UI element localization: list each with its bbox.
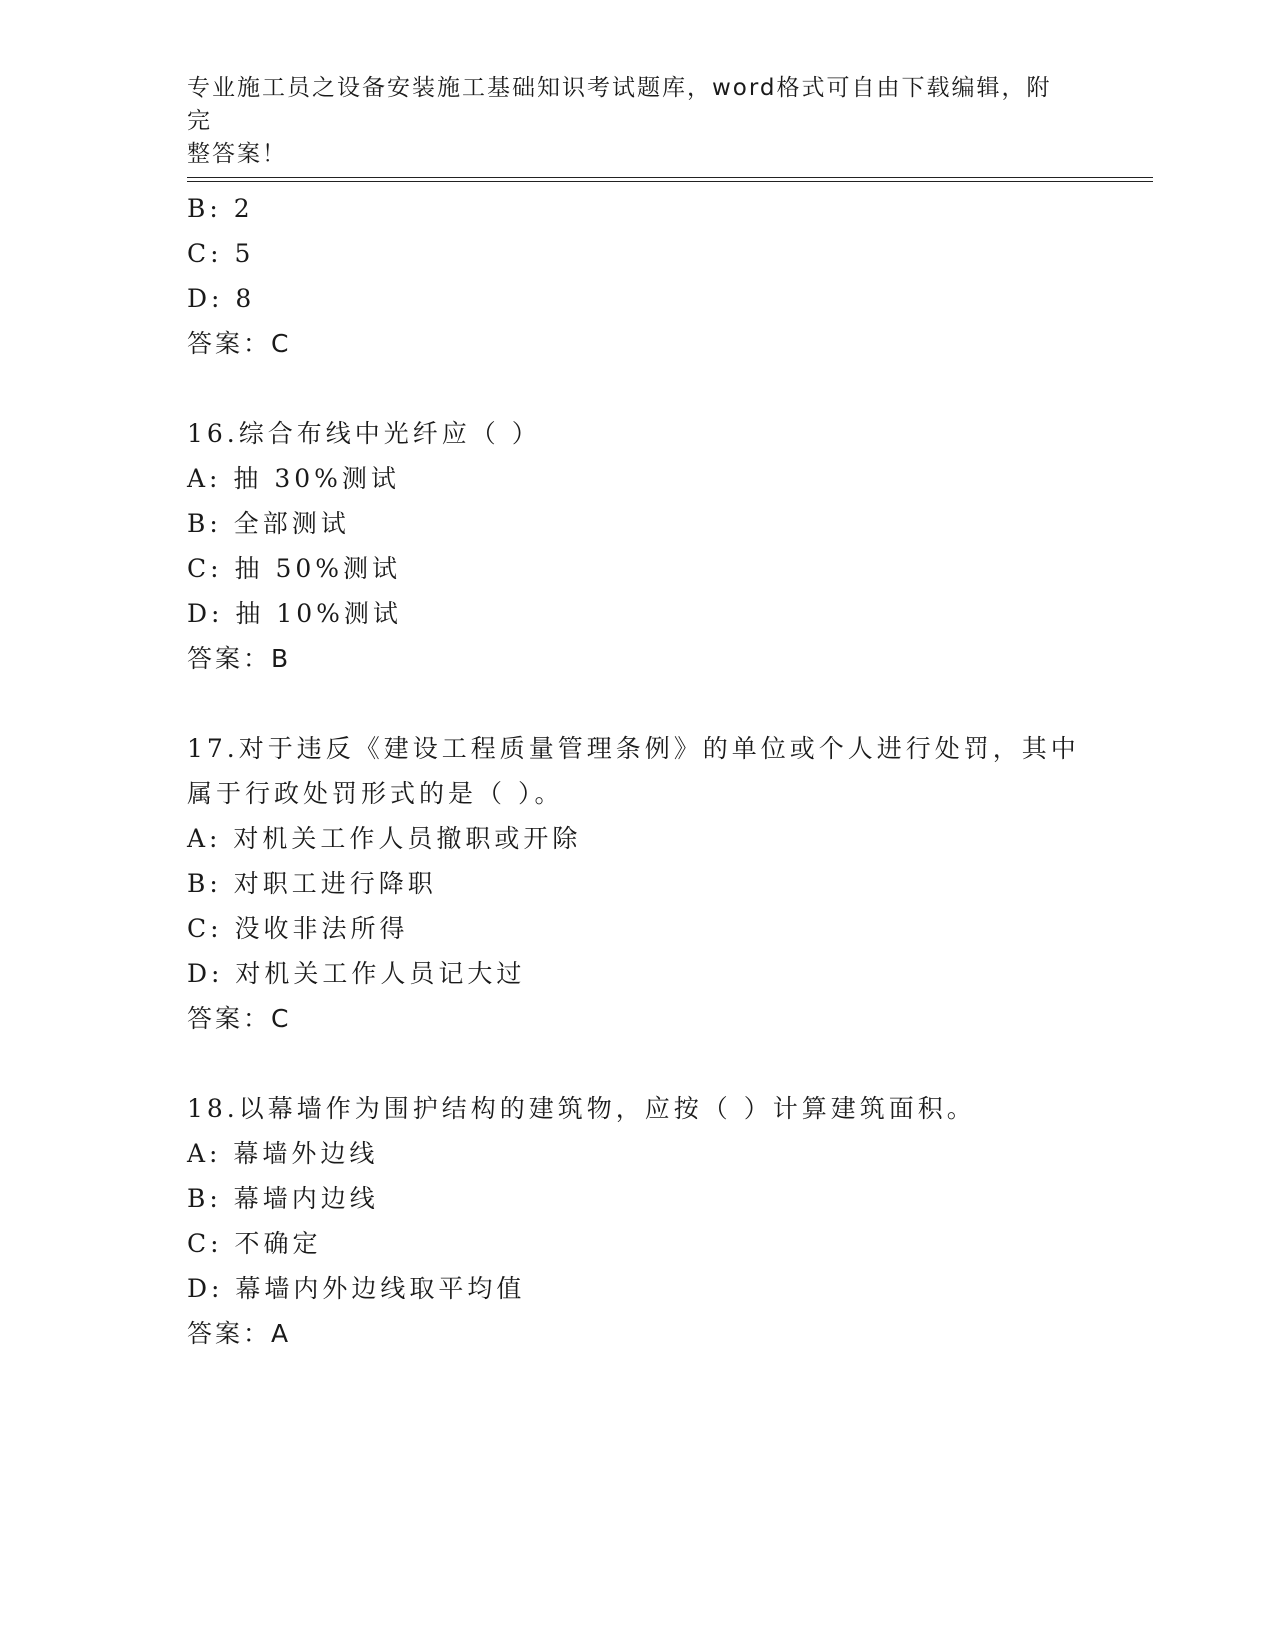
q17-stem-line-2: 属于行政处罚形式的是（ ）。: [187, 779, 564, 808]
q17-option-b: B: 对职工进行降职: [187, 869, 437, 898]
prev-option-c: C: 5: [187, 239, 255, 268]
prev-option-b: B: 2: [187, 194, 254, 223]
q18-option-c: C: 不确定: [187, 1229, 322, 1258]
q16-option-d: D: 抽 10%测试: [187, 599, 402, 628]
q16-stem: 16.综合布线中光纤应（ ）: [187, 419, 541, 448]
document-header: [187, 72, 1067, 171]
q16-option-b: B: 全部测试: [187, 509, 350, 538]
q17-option-c: C: 没收非法所得: [187, 914, 409, 943]
prev-answer: 答案：C: [187, 329, 292, 358]
prev-option-d: D: 8: [187, 284, 256, 313]
q18-answer: 答案：A: [187, 1319, 292, 1348]
q17-answer: 答案：C: [187, 1004, 292, 1033]
q16-option-c: C: 抽 50%测试: [187, 554, 402, 583]
q17-stem-line-1: 17.对于违反《建设工程质量管理条例》的单位或个人进行处罚，其中: [187, 734, 1080, 763]
q18-option-b: B: 幕墙内边线: [187, 1184, 379, 1213]
q18-option-a: A: 幕墙外边线: [187, 1139, 379, 1168]
q18-stem: 18.以幕墙作为围护结构的建筑物，应按（ ）计算建筑面积。: [187, 1094, 976, 1123]
q17-option-a: A: 对机关工作人员撤职或开除: [187, 824, 582, 853]
header-line-1: 专业施工员之设备安装施工基础知识考试题库，word格式可自由下载编辑，附完: [187, 75, 1052, 134]
header-line-2: 整答案！: [187, 141, 287, 167]
q18-option-d: D: 幕墙内外边线取平均值: [187, 1274, 526, 1303]
q17-option-d: D: 对机关工作人员记大过: [187, 959, 526, 988]
header-divider-bottom: [187, 181, 1153, 182]
header-divider-top: [187, 177, 1153, 178]
q16-option-a: A: 抽 30%测试: [187, 464, 400, 493]
q16-answer: 答案：B: [187, 644, 292, 673]
